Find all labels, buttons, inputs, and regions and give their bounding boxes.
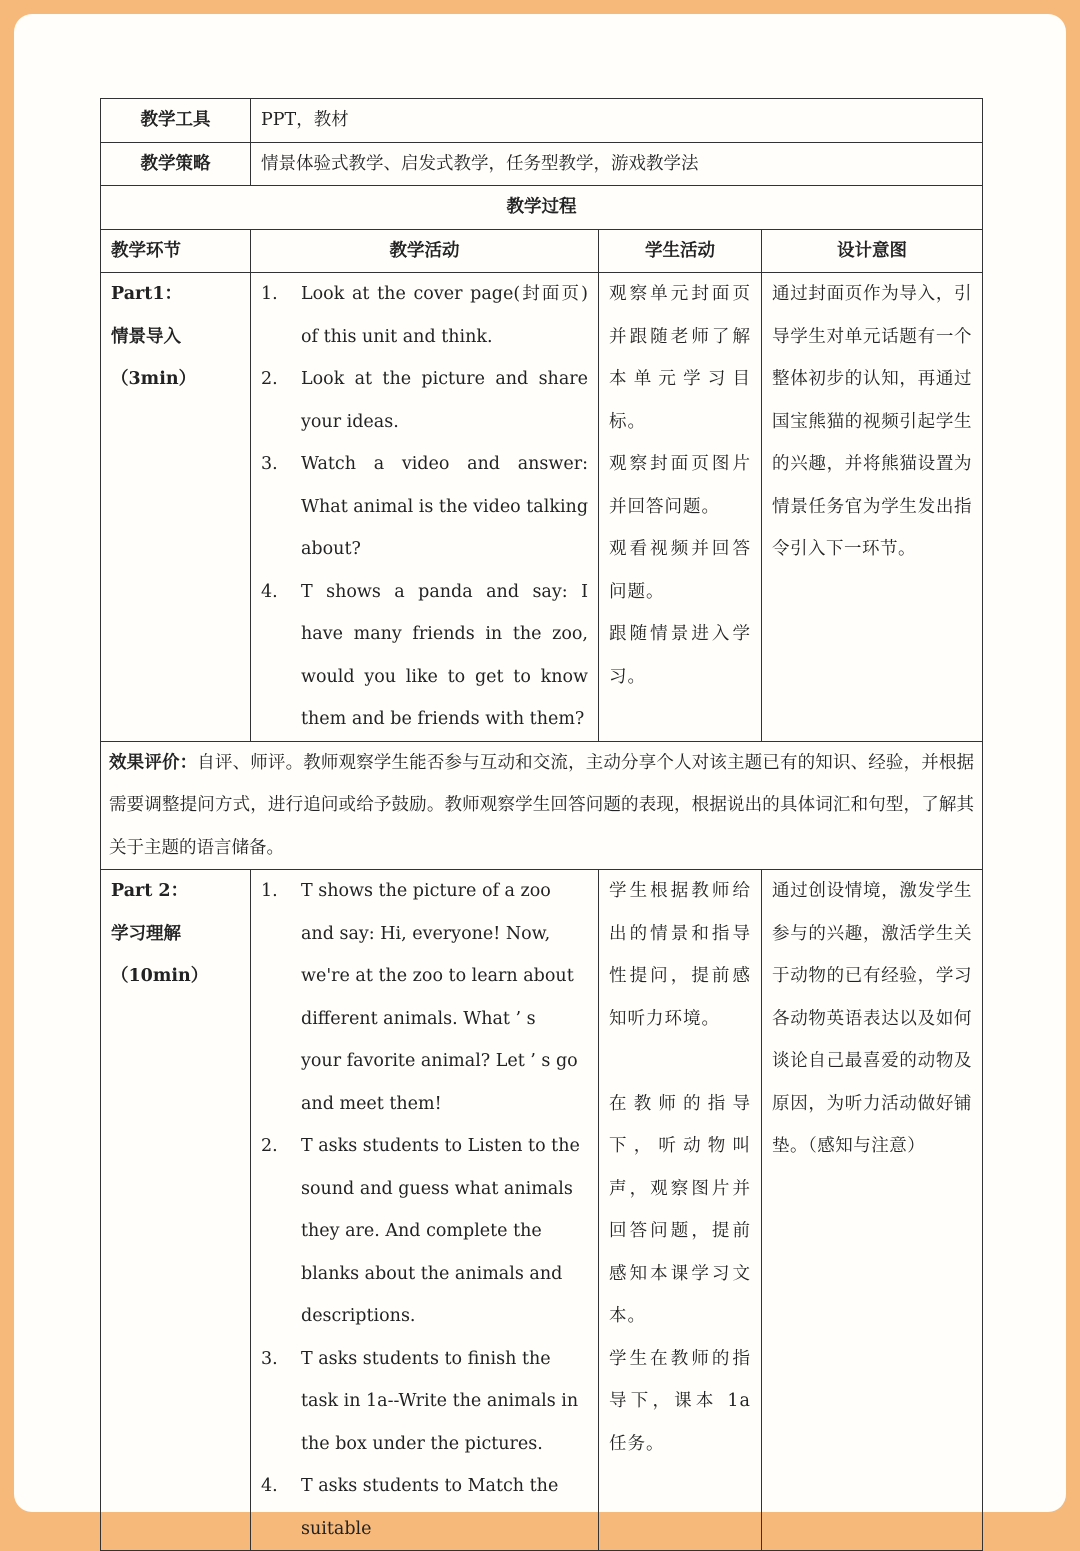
part2-stage bbox=[101, 870, 251, 1551]
strategy-row bbox=[101, 142, 983, 186]
col-header-design-intent: 设计意图 bbox=[762, 229, 983, 273]
part2-student-2: 在教师的指导下，听动物叫声，观察图片并回答问题，提前感知本课学习文本。 bbox=[609, 1093, 751, 1326]
part2-name: 学习理解 bbox=[111, 923, 181, 944]
part1-activities bbox=[251, 273, 599, 742]
part1-name: 情景导入 bbox=[111, 326, 181, 347]
part1-time: （3min） bbox=[111, 369, 197, 389]
col-header-student-activity: 学生活动 bbox=[599, 229, 762, 273]
tools-row bbox=[101, 99, 983, 143]
part2-student-activities bbox=[599, 870, 762, 1551]
col-header-stage: 教学环节 bbox=[101, 229, 251, 273]
evaluation-cell bbox=[101, 741, 983, 870]
part2-student-3: 学生在教师的指导下，课本 1a 任务。 bbox=[609, 1348, 751, 1454]
part2-intent: 通过创设情境，激发学生参与的兴趣，激活学生关于动物的已有经验，学习各动物英语表达以及如何谈论自己最喜爱的动物及原因，为听力活动做好铺垫。（感知与注意） bbox=[762, 870, 983, 1551]
list-item: 3. T asks students to finish the task in 1a--Write the animals in the box under the pictures. bbox=[261, 1348, 579, 1454]
list-item: 3. Watch a video and answer: What animal is the video talking about? bbox=[261, 454, 589, 559]
evaluation-row bbox=[101, 741, 983, 870]
evaluation-label: 效果评价： bbox=[109, 752, 198, 773]
part2-time: （10min） bbox=[111, 966, 209, 986]
strategy-value: 情景体验式教学、启发式教学，任务型教学，游戏教学法 bbox=[251, 142, 983, 186]
part1-student-1: 观察单元封面页并跟随老师了解本单元学习目标。 bbox=[609, 284, 751, 432]
spacer bbox=[609, 1040, 751, 1083]
part1-row bbox=[101, 273, 983, 742]
list-item: 2. T asks students to Listen to the sound and guess what animals they are. And complete the blanks about the animals and descriptions. bbox=[261, 1136, 580, 1326]
list-item: 1. Look at the cover page(封面页) of this unit and think. bbox=[261, 284, 588, 347]
list-item: 2. Look at the picture and share your ideas. bbox=[261, 369, 588, 432]
part2-title: Part 2： bbox=[111, 881, 189, 901]
part1-stage bbox=[101, 273, 251, 742]
column-header-row bbox=[101, 229, 983, 273]
tools-label: 教学工具 bbox=[101, 99, 251, 143]
part1-student-2: 观察封面页图片并回答问题。 bbox=[609, 454, 751, 517]
part1-intent: 通过封面页作为导入，引导学生对单元话题有一个整体初步的认知，再通过国宝熊猫的视频引起学生的兴趣，并将熊猫设置为情景任务官为学生发出指令引入下一环节。 bbox=[762, 273, 983, 742]
part2-activities bbox=[251, 870, 599, 1551]
list-item: 4. T shows a panda and say: I have many friends in the zoo, would you like to get to know them and be friends with them? bbox=[261, 581, 588, 729]
part1-student-activities bbox=[599, 273, 762, 742]
tools-value: PPT，教材 bbox=[251, 99, 983, 143]
part2-student-1: 学生根据教师给出的情景和指导性提问，提前感知听力环境。 bbox=[609, 881, 751, 1029]
lesson-plan-table bbox=[100, 98, 983, 1551]
list-item: 4. T asks students to Match the suitable bbox=[261, 1476, 559, 1539]
process-title: 教学过程 bbox=[101, 186, 983, 230]
list-item: 1. T shows the picture of a zoo and say: Hi, everyone! Now, we're at the zoo to learn about different animals. What ’ s your favorite animal? Let ’ s go and meet them! bbox=[261, 881, 578, 1114]
evaluation-text: 自评、师评。教师观察学生能否参与互动和交流，主动分享个人对该主题已有的知识、经验，并根据需要调整提问方式，进行追问或给予鼓励。教师观察学生回答问题的表现，根据说出的具体词汇和句型，了解其关于主题的语言储备。 bbox=[109, 752, 975, 858]
part2-row bbox=[101, 870, 983, 1551]
part1-student-3: 观看视频并回答问题。 bbox=[609, 539, 751, 602]
strategy-label: 教学策略 bbox=[101, 142, 251, 186]
process-title-row bbox=[101, 186, 983, 230]
part1-title: Part1： bbox=[111, 284, 183, 304]
part1-student-4: 跟随情景进入学习。 bbox=[609, 624, 751, 687]
col-header-teacher-activity: 教学活动 bbox=[251, 229, 599, 273]
page-frame bbox=[14, 14, 1066, 1539]
